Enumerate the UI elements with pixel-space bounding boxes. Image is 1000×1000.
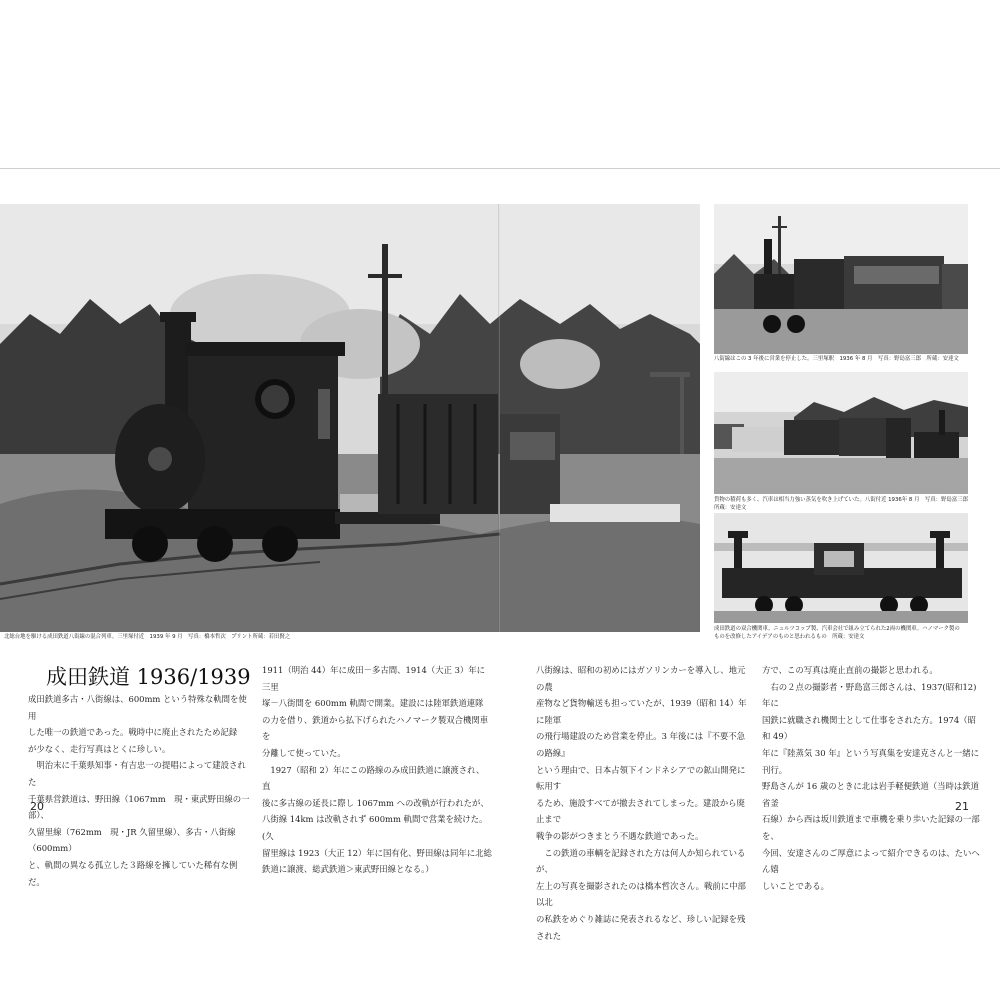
side-photo-1 [714,204,968,354]
article-title: 成田鉄道 1936/1939 [46,665,251,689]
main-photo-caption: 北総台地を駆ける成田鉄道八街線の混合列車。三里塚付近 1939 年 9 月 写真：橋本哲次 プリント所蔵：若田賢之 [4,634,291,640]
page-number-right: 21 [955,800,969,813]
side-photo-2 [714,372,968,494]
article-column-4: 方で、この写真は廃止直前の撮影と思われる。 右の２点の撮影者・野島富三郎さんは、1937(昭和12) 年に 国鉄に就職され機関士として仕事をされた方。1974（昭和 49） 年に『陸蒸気 30 年』という写真集を安達克さんと一緒に刊行。 野島さんが 16 歳のときに北は岩手軽便鉄道（当時は鉄道省釜 石線）から西は坂川鉄道まで車機を乗り歩いた記録の一部を、 今回、安達さんのご厚意によって紹介できるのは、たいへん嬉 しいことである。 [762,665,980,891]
main-train-photo [0,204,700,632]
top-rule [0,168,1000,169]
side-photo-1-caption: 八街線はこの 3 年後に営業を停止した。三里塚駅 1936 年 8 月 写真：野島富三郎 所蔵：安達文 [714,356,959,362]
article-column-3: 八街線は、昭和の初めにはガソリンカーを導入し、地元の農 産物など貨物輸送も担っていたが、1939（昭和 14）年に陸軍 の飛行場建設のため営業を停止。3 年後には『不要不急の路線』 という理由で、日本占領下インドネシアでの鉱山開発に転用す るため、施設すべてが撤去されてしまった。建設から廃止まで 戦争の影がつきまとう不遇な鉄道であった。 この鉄道の車輌を記録された方は何人か知られているが、 左上の写真を撮影されたのは橋本哲次さん。戦前に中部以北 の私鉄をめぐり雑誌に発表されるなど、珍しい記録を残された [536,665,747,941]
article-column-1: 成田鉄道多古・八街線は、600mm という特殊な軌間を使用 した唯一の鉄道であった。戦時中に廃止されたため記録 が少なく、走行写真はとくに珍しい。 明治末に千葉県知事・有吉忠一の提唱によって建設された 千葉県営鉄道は、野田線（1067mm 現・東武野田線の一部）、 久留里線（762mm 現・JR 久留里線）、多古・八街線（600mm） と、軌間の異なる孤立した３路線を擁していた稀有な例だ。 [28,694,250,887]
article-column-2: 1911（明治 44）年に成田－多古間、1914（大正 3）年に三里 塚－八街間を 600mm 軌間で開業。建設には陸軍鉄道連隊 の力を借り、鉄道から払下げられたハノマーク製双合機関車を 分離して使っていた。 1927（昭和 2）年にこの路線のみ成田鉄道に譲渡され、直 後に多古線の延長に際し 1067mm への改軌が行われたが、 八街線 14km は改軌されず 600mm 軌間で営業を続けた。(久 留里線は 1923（大正 12）年に国有化、野田線は同年に北総 鉄道に譲渡、総武鉄道＞東武野田線となる。） [262,665,492,875]
side-photo-3 [714,513,968,623]
page-number-left: 20 [30,800,44,813]
side-photo-3-caption: 成田鉄道の双合機関車。ニュルツコップ製、汽車会社で組み立てられた2両の機関車。ハノマーク製の ものを改修したアイデアのものと思われるもの 所蔵：安達文 [714,626,960,640]
page-gutter [498,204,500,632]
side-photo-2-caption: 貨物の積荷も多く、汽車は相当力強い蒸気を吹き上げていた。八街付近 1936年 8 月 写真：野島富三郎 所蔵：安達文 [714,497,974,511]
